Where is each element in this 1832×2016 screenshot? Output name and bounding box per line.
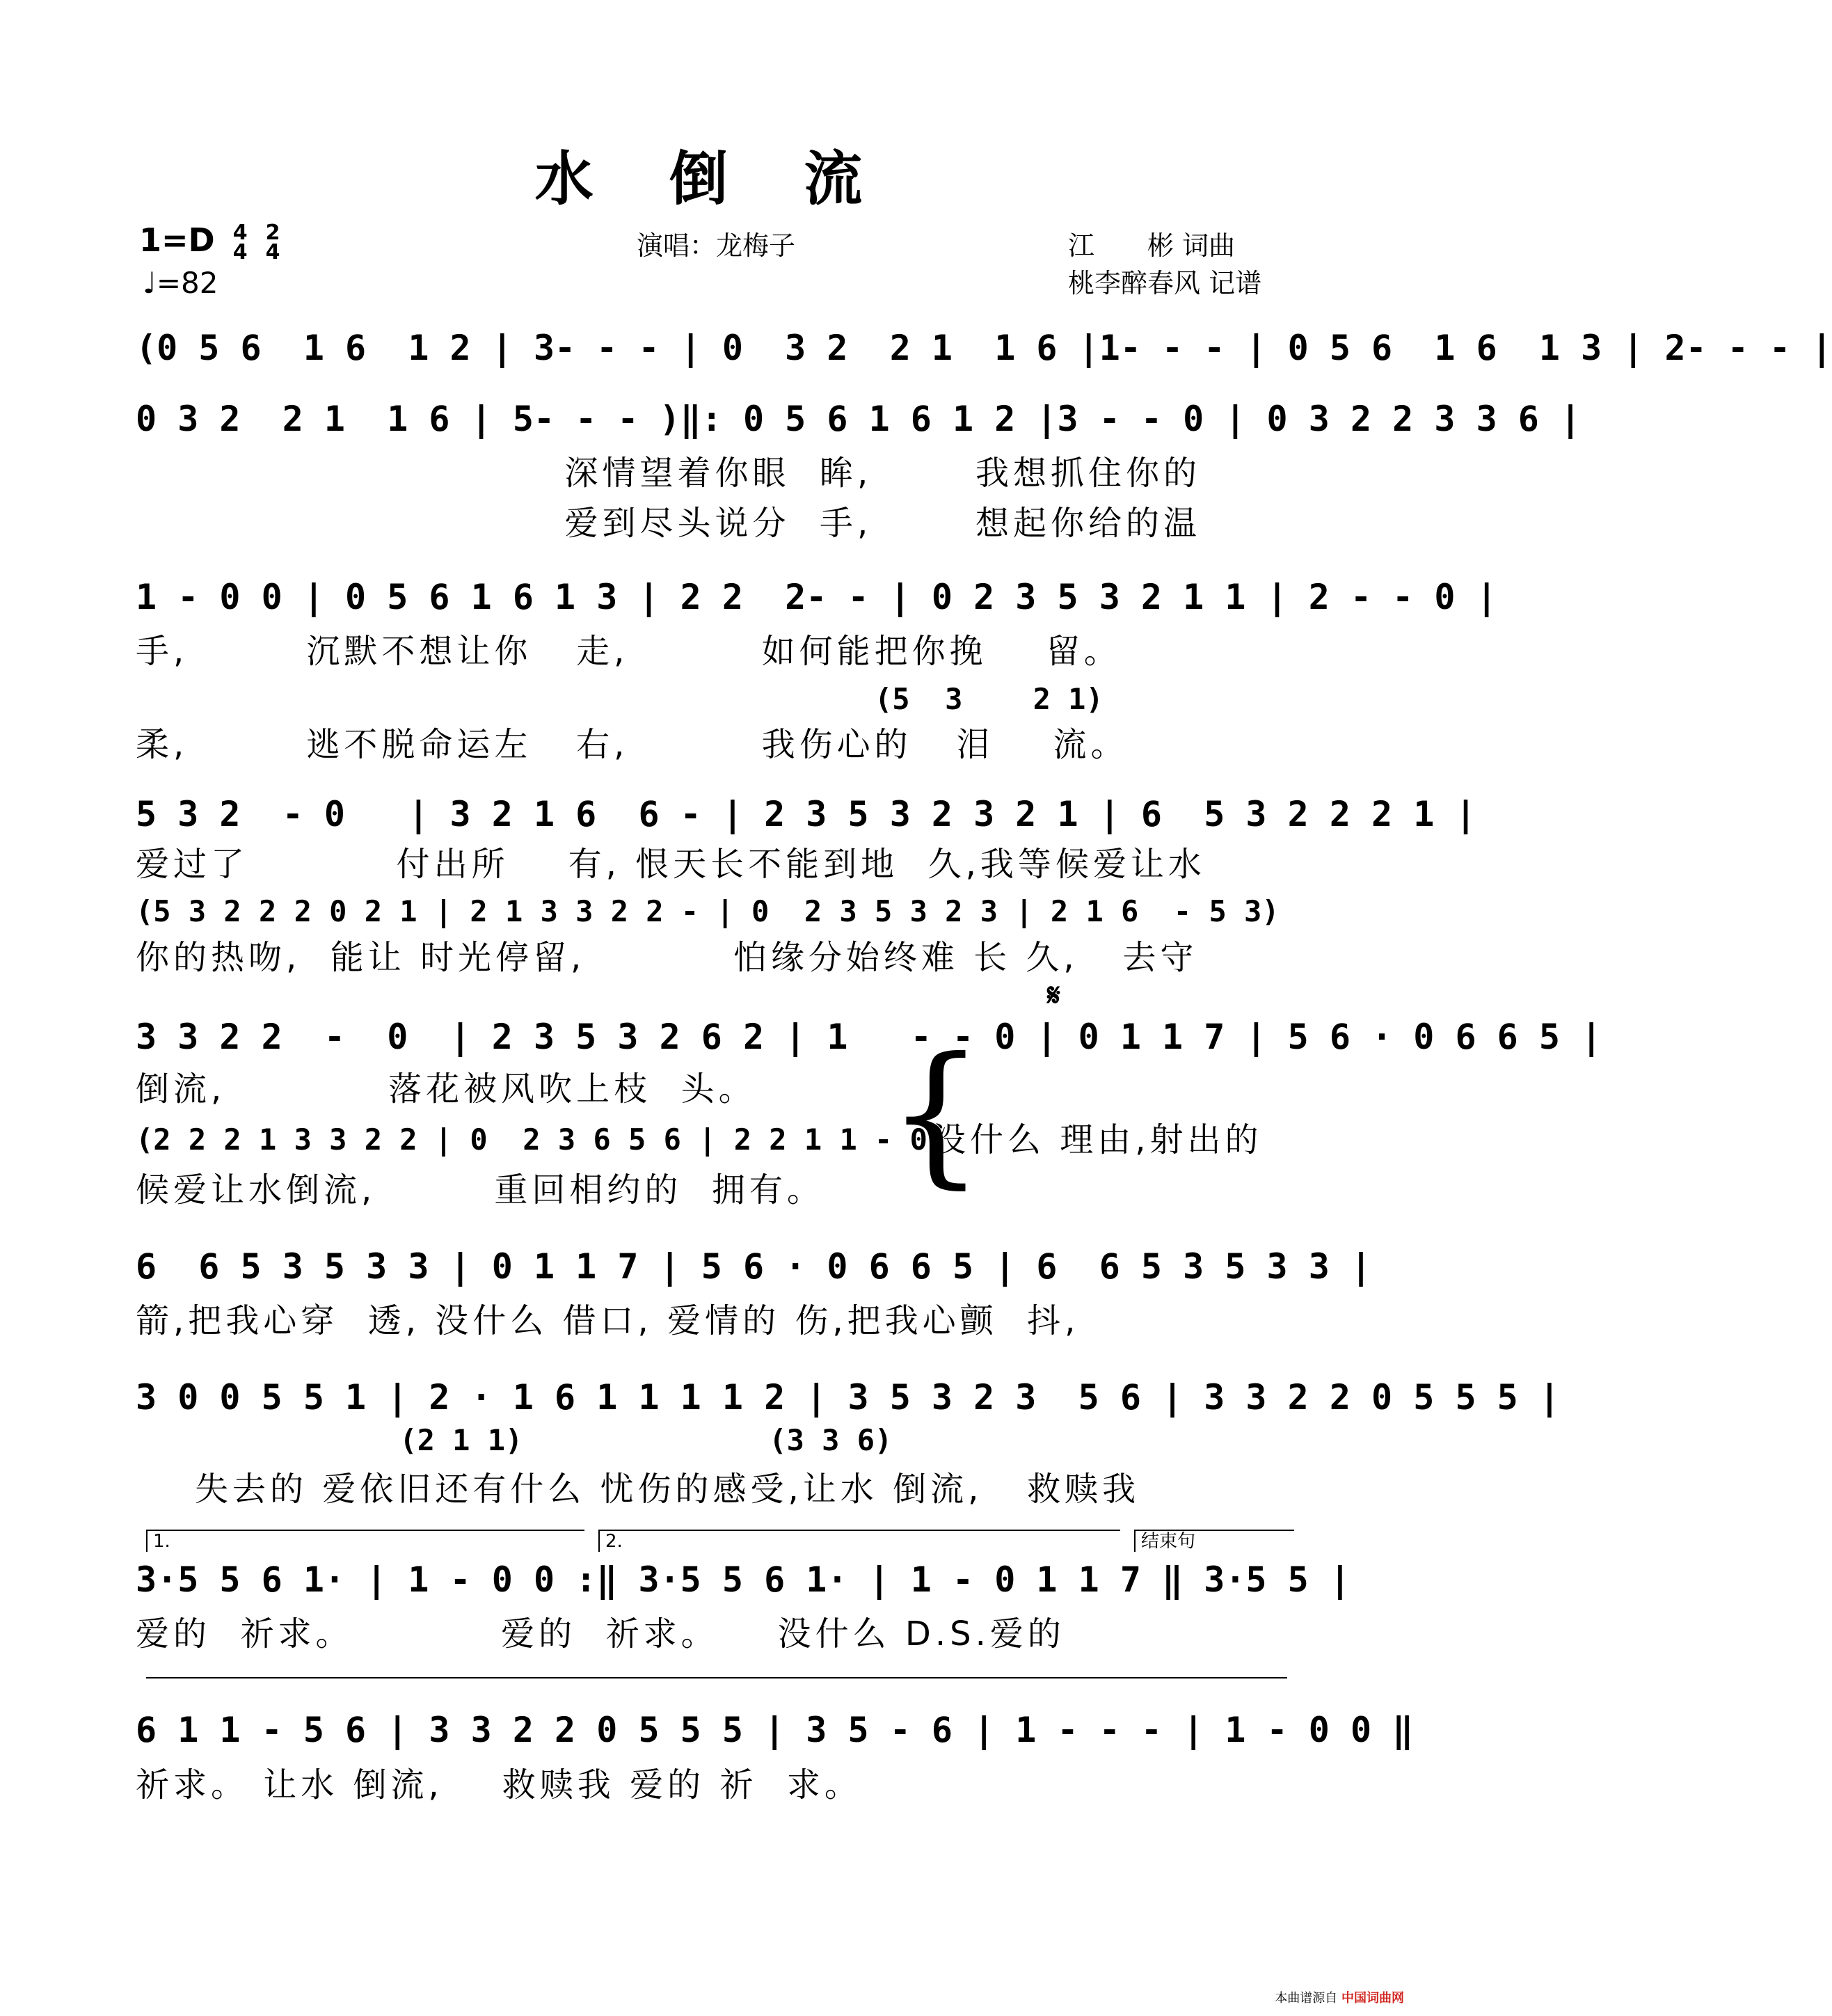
notation-line-9: 6 1 1 - 5 6 | 3 3 2 2 0 5 5 5 | 3 5 - 6 | 1 - - - | 1 - 0 0 ‖ <box>136 1710 1414 1750</box>
lyrics-line-9: 祈求。 让水 倒流, 救赎我 爱的 祈 求。 <box>136 1765 862 1804</box>
notation-line-8: 3·5 5 6 1· | 1 - 0 0 :‖ 3·5 5 6 1· | 1 - 0 1 1 7 ‖ 3·5 5 | <box>136 1559 1351 1600</box>
notation-line-6: 6 6 5 3 5 3 3 | 0 1 1 7 | 5 6 · 0 6 6 5 | 6 6 5 3 5 3 3 | <box>136 1246 1372 1287</box>
segno-sign: 𝄋 <box>1047 978 1060 1013</box>
lyrics-line-6: 箭,把我心穿 透, 没什么 借口, 爱情的 伤,把我心颤 抖, <box>136 1301 1080 1340</box>
quarter-note-icon: ♩ <box>143 266 157 300</box>
ending-phrase-label: 结束句 <box>1134 1530 1294 1552</box>
alt-notation-line-5: (2 2 2 1 3 3 2 2 | 0 2 3 6 5 6 | 2 2 1 1 - 0) <box>136 1122 946 1157</box>
time-signature-4-4: 4 4 <box>232 220 248 264</box>
key-text: 1=D <box>139 221 215 259</box>
lyrics-line-3-verse-2: 柔, 逃不脱命运左 右, 我伤心的 泪 流。 <box>136 725 1129 764</box>
volta-first-ending: 1. <box>146 1530 584 1552</box>
tempo-value: =82 <box>156 266 218 300</box>
singer-credit: 演唱：龙梅子 <box>637 230 796 261</box>
notation-line-7: 3 0 0 5 5 1 | 2 · 1 6 1 1 1 1 2 | 3 5 3 2 3 5 6 | 3 3 2 2 0 5 5 5 | <box>136 1377 1560 1418</box>
alt-notation-line-4: (5 3 2 2 2 0 2 1 | 2 1 3 3 2 2 - | 0 2 3 5 3 2 3 | 2 1 6 - 5 3) <box>136 894 1280 928</box>
notation-line-4: 5 3 2 - 0 | 3 2 1 6 6 - | 2 3 5 3 2 3 2 1 | 6 5 3 2 2 2 1 | <box>136 794 1476 834</box>
brace-icon: { <box>887 1024 985 1203</box>
footer-site-link[interactable]: 中国词曲网 <box>1341 1991 1404 2006</box>
lyrics-line-5-verse-2: 候爱让水倒流, 重回相约的 拥有。 <box>136 1170 825 1209</box>
lyrics-line-5-verse-1: 倒流, 落花被风吹上枝 头。 <box>136 1070 756 1109</box>
tempo-marking <box>143 266 218 300</box>
lyricist-composer-credit: 江 彬 词曲 <box>1068 230 1236 261</box>
lyrics-line-8: 爱的 祈求。 爱的 祈求。 没什么 D.S.爱的 <box>136 1614 1065 1653</box>
transcriber-credit: 桃李醉春风 记谱 <box>1068 268 1262 299</box>
lyrics-line-2-verse-1: 深情望着你眼 眸, 我想抓住你的 <box>136 454 1202 493</box>
footer-source-label: 本曲谱源自 <box>1275 1991 1338 2006</box>
notation-line-1: (0 5 6 1 6 1 2 | 3- - - | 0 3 2 2 1 1 6 |1- - - | 0 5 6 1 6 1 3 | 2- - - | <box>136 328 1832 368</box>
song-title: 水 倒 流 <box>534 144 891 213</box>
time-signature-2-4: 2 4 <box>265 220 280 264</box>
lyrics-line-3-verse-1: 手, 沉默不想让你 走, 如何能把你挽 留。 <box>136 632 1122 671</box>
alt-notation-line-7: (2 1 1) (3 3 6) <box>136 1423 893 1457</box>
lyrics-line-2-verse-2: 爱到尽头说分 手, 想起你给的温 <box>136 504 1202 543</box>
lyrics-line-4-verse-2: 你的热吻, 能让 时光停留, 怕缘分始终难 长 久, 去守 <box>136 938 1198 977</box>
alt-notation-line-3: (5 3 2 1) <box>136 682 1104 716</box>
notation-line-3: 1 - 0 0 | 0 5 6 1 6 1 3 | 2 2 2- - | 0 2 3 5 3 2 1 1 | 2 - - 0 | <box>136 577 1497 617</box>
volta-second-ending: 2. <box>598 1530 1120 1552</box>
coda-rule <box>146 1677 1287 1678</box>
notation-line-5: 3 3 2 2 - 0 | 2 3 5 3 2 6 2 | 1 - - 0 | 0 1 1 7 | 5 6 · 0 6 6 5 | <box>136 1017 1602 1057</box>
footer-credit <box>1275 1988 1404 2006</box>
lyrics-line-5-chorus-start: 没什么 理由,射出的 <box>932 1120 1263 1159</box>
key-signature <box>139 221 280 262</box>
lyrics-line-7: 失去的 爱依旧还有什么 忧伤的感受,让水 倒流, 救赎我 <box>136 1470 1140 1509</box>
lyrics-line-4-verse-1: 爱过了 付出所 有, 恨天长不能到地 久,我等候爱让水 <box>136 845 1206 884</box>
notation-line-2: 0 3 2 2 1 1 6 | 5- - - )‖: 0 5 6 1 6 1 2 |3 - - 0 | 0 3 2 2 3 3 6 | <box>136 399 1582 439</box>
